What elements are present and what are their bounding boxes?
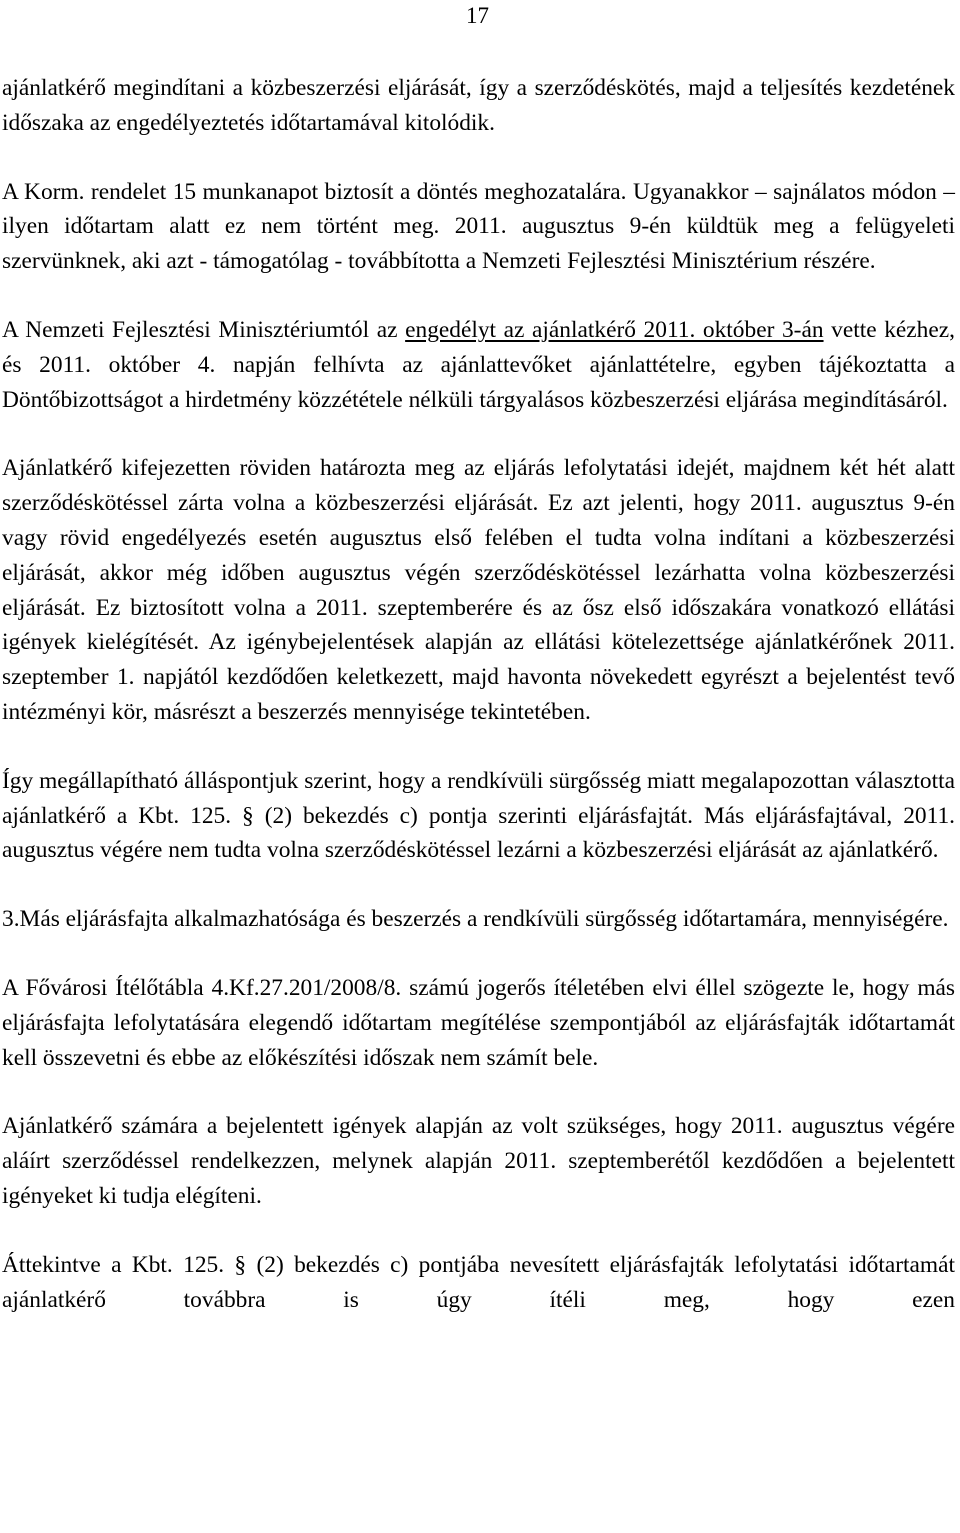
paragraph-9-text: Áttekintve a Kbt. 125. § (2) bekezdés c) pontjába nevesített eljárásfajták lefolytatási időtartamát ajánlatkérő továbbra is úgy ítéli meg, hogy ezen xyxy=(2,1251,955,1313)
paragraph-5-text: Így megállapítható álláspontjuk szerint, hogy a rendkívüli sürgősség miatt megalapozottan választotta ajánlatkérő a Kbt. 125. § (2) bekezdés c) pontja szerinti eljárásfajtát. Más eljárásfajtával, 2011. augusztus végére nem tudta volna szerződéskötéssel lezárni a közbeszerzési eljárását az ajánlatkérő. xyxy=(2,767,955,864)
section-heading-3-text: 3.Más eljárásfajta alkalmazhatósága és beszerzés a rendkívüli sürgősség időtartamára, mennyiségére. xyxy=(2,906,949,933)
paragraph-3 xyxy=(2,313,955,417)
paragraph-2 xyxy=(2,175,955,279)
paragraph-8 xyxy=(2,1109,955,1213)
paragraph-3-text-a: A Nemzeti Fejlesztési Minisztériumtól az xyxy=(2,316,406,343)
paragraph-4-text: Ajánlatkérő kifejezetten röviden határozta meg az eljárás lefolytatási idejét, majdnem két hét alatt szerződéskötéssel zárta volna a közbeszerzési eljárását. Ez azt jelenti, hogy 2011. augusztus 9-én vagy rövid engedélyezés esetén augusztus első felében el tudta volna indítani a közbeszerzési eljárását, akkor még időben augusztus végén szerződéskötéssel lezárhatta volna közbeszerzési eljárását. Ez biztosított volna a 2011. szeptemberére és az ősz első időszakára vonatkozó ellátási igények kielégítését. Az igénybejelentések alapján az ellátási kötelezettsége ajánlatkérőnek 2011. szeptember 1. napjától kezdődően keletkezett, majd havonta növekedett egyrészt a bejelentést tevő intézményi kör, másrészt a beszerzés mennyisége tekintetében. xyxy=(2,455,955,725)
paragraph-9 xyxy=(2,1248,955,1318)
paragraph-4 xyxy=(2,451,955,729)
paragraph-8-text: Ajánlatkérő számára a bejelentett igények alapján az volt szükséges, hogy 2011. augusztus végére aláírt szerződéssel rendelkezzen, melynek alapján 2011. szeptemberétől kezdődően a bejelentett igényeket ki tudja elégíteni. xyxy=(2,1113,955,1209)
page-number: 17 xyxy=(466,3,489,28)
paragraph-3-underlined-text: engedélyt az ajánlatkérő 2011. október 3-án xyxy=(405,316,824,343)
paragraph-2-text: A Korm. rendelet 15 munkanapot biztosít a döntés meghozatalára. Ugyanakkor – sajnálatos módon – ilyen időtartam alatt ez nem történt meg. 2011. augusztus 9-én küldtük meg a felügyeleti szervünknek, aki azt - támogatólag - továbbította a Nemzeti Fejlesztési Minisztérium részére. xyxy=(2,178,955,275)
paragraph-1 xyxy=(2,71,955,141)
paragraph-1-text: ajánlatkérő megindítani a közbeszerzési eljárását, így a szerződéskötés, majd a teljesítés kezdetének időszaka az engedélyeztetés időtartamával kitolódik. xyxy=(2,75,955,136)
paragraph-5 xyxy=(2,764,955,868)
document-body xyxy=(2,71,955,1317)
section-heading-3 xyxy=(2,902,955,937)
paragraph-7 xyxy=(2,971,955,1075)
paragraph-7-text: A Fővárosi Ítélőtábla 4.Kf.27.201/2008/8. számú jogerős ítéletében elvi éllel szögezte le, hogy más eljárásfajta lefolytatására elegendő időtartam megítélése szempontjából az eljárásfajták időtartamát kell összevetni és ebbe az előkészítési időszak nem számít bele. xyxy=(2,974,955,1071)
paragraph-3-text-b: vette kézhez, és 2011. október 4. napján felhívta az ajánlattevőket ajánlattételre, egyben tájékoztatta a Döntőbizottságot a hirdetmény közzététele nélküli tárgyalásos közbeszerzési eljárása megindításáról. xyxy=(2,316,955,413)
